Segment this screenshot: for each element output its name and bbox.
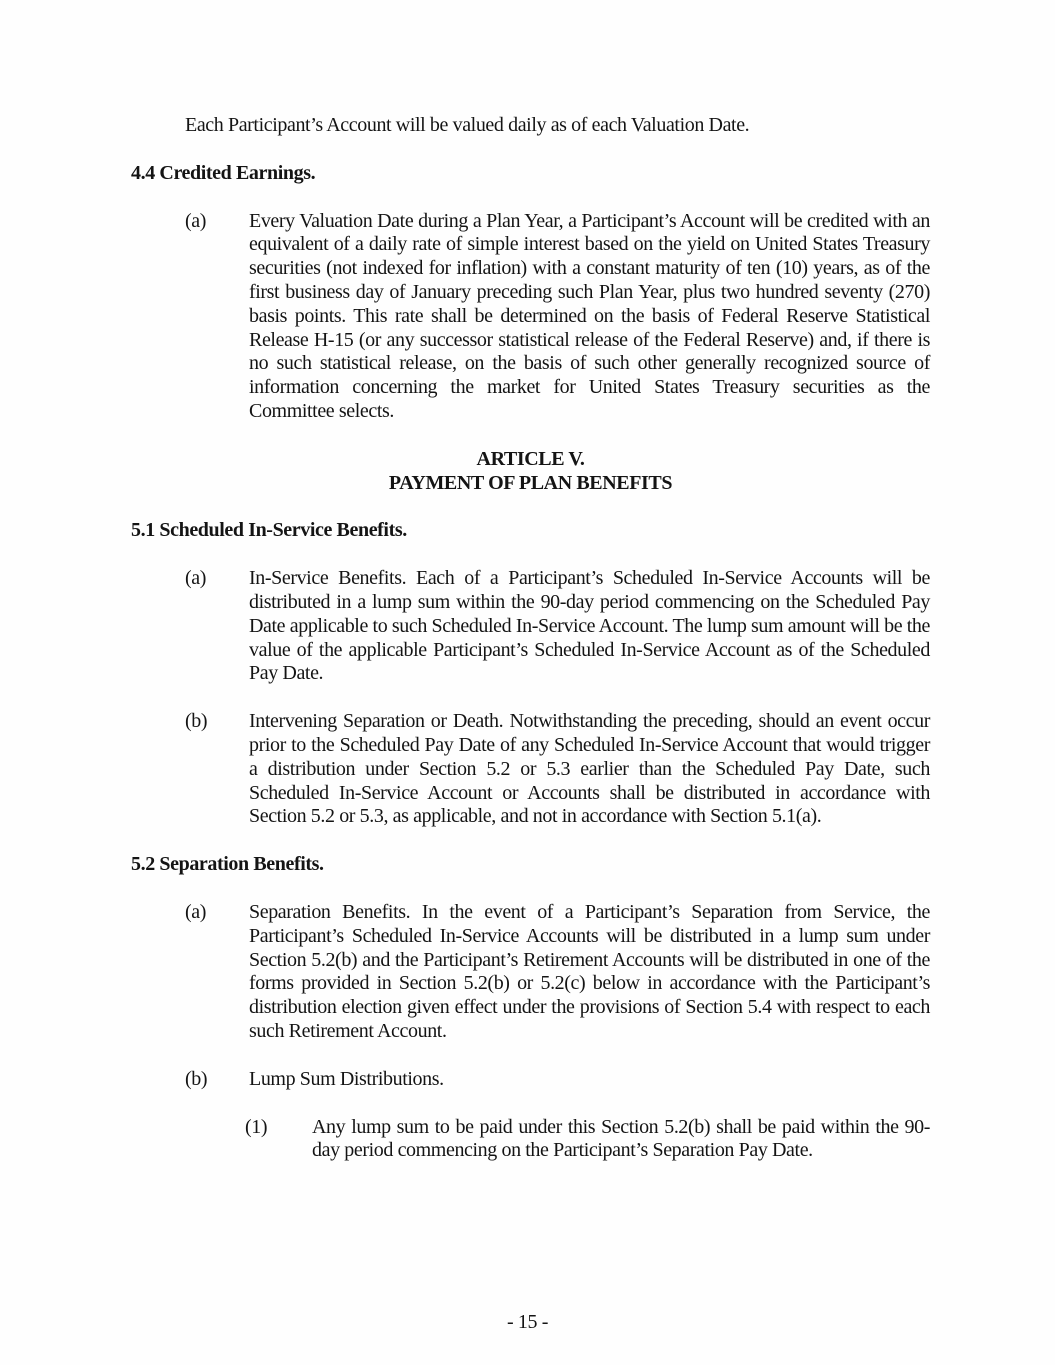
section-5-2-item-a	[185, 901, 930, 1044]
section-5-1-item-a	[185, 567, 930, 686]
section-4-4-item-a	[185, 210, 930, 424]
section-5-2-item-b	[185, 1068, 930, 1092]
item-b1-label: (1)	[245, 1115, 268, 1138]
item-a-label: (a)	[185, 900, 206, 923]
article-v-title	[131, 448, 930, 496]
item-b-text: Lump Sum Distributions.	[249, 1067, 444, 1090]
item-a-label: (a)	[185, 209, 206, 232]
section-5-1-item-b	[185, 710, 930, 829]
item-b-label: (b)	[185, 710, 208, 733]
article-v-title-line2: PAYMENT OF PLAN BENEFITS	[388, 471, 673, 494]
intro-paragraph: Each Participant’s Account will be valued daily as of each Valuation Date.	[185, 114, 750, 136]
item-b1-text: Any lump sum to be paid under this Section 5.2(b) shall be paid within the 90-day period commencing on the Participant’s Separation Pay Date.	[312, 1115, 930, 1162]
document-content	[131, 114, 930, 1187]
item-a-label: (a)	[185, 567, 206, 590]
item-a-text: In-Service Benefits. Each of a Participant’s Scheduled In-Service Accounts will be distributed in a lump sum within the 90-day period commencing on the Scheduled Pay Date applicable to such Scheduled In-Service Account. The lump sum amount will be the value of the applicable Participant’s Scheduled In-Service Account as of the Scheduled Pay Date.	[249, 567, 931, 685]
item-a-text: Separation Benefits. In the event of a Participant’s Separation from Service, the Participant’s Scheduled In-Service Accounts will be distributed in a lump sum under Section 5.2(b) and the Participant’s Retirement Accounts will be distributed in one of the forms provided in Section 5.2(b) or 5.2(c) below in accordance with the Participant’s distribution election given effect under the provisions of Section 5.4 with respect to each such Retirement Account.	[249, 900, 930, 1042]
item-a-text: Every Valuation Date during a Plan Year, a Participant’s Account will be credited with an equivalent of a daily rate of simple interest based on the yield on United States Treasury securities (not indexed for inflation) with a constant maturity of ten (10) years, as of the first business day of January preceding such Plan Year, plus two hundred seventy (270) basis points. This rate shall be determined on the basis of Federal Reserve Statistical Release H-15 (or any successor statistical release of the Federal Reserve) and, if there is no such statistical release, on the basis of such other generally recognized source of information concerning the market for United States Treasury securities as the Committee selects.	[249, 209, 930, 422]
section-4-4-heading: 4.4 Credited Earnings.	[131, 161, 316, 184]
item-b-label: (b)	[185, 1067, 208, 1090]
page-number: - 15 -	[507, 1311, 548, 1334]
section-5-2-heading: 5.2 Separation Benefits.	[131, 853, 324, 876]
article-v-title-line1: ARTICLE V.	[476, 447, 585, 470]
section-5-1-heading: 5.1 Scheduled In-Service Benefits.	[131, 519, 407, 542]
item-b-text: Intervening Separation or Death. Notwithstanding the preceding, should an event occur prior to the Scheduled Pay Date of any Scheduled In-Service Account that would trigger a distribution under Section 5.2 or 5.3 earlier than the Scheduled Pay Date, such Scheduled In-Service Account or Accounts shall be distributed in accordance with Section 5.2 or 5.3, as applicable, and not in accordance with Section 5.1(a).	[249, 710, 930, 828]
section-5-2-item-b-1	[245, 1116, 930, 1164]
